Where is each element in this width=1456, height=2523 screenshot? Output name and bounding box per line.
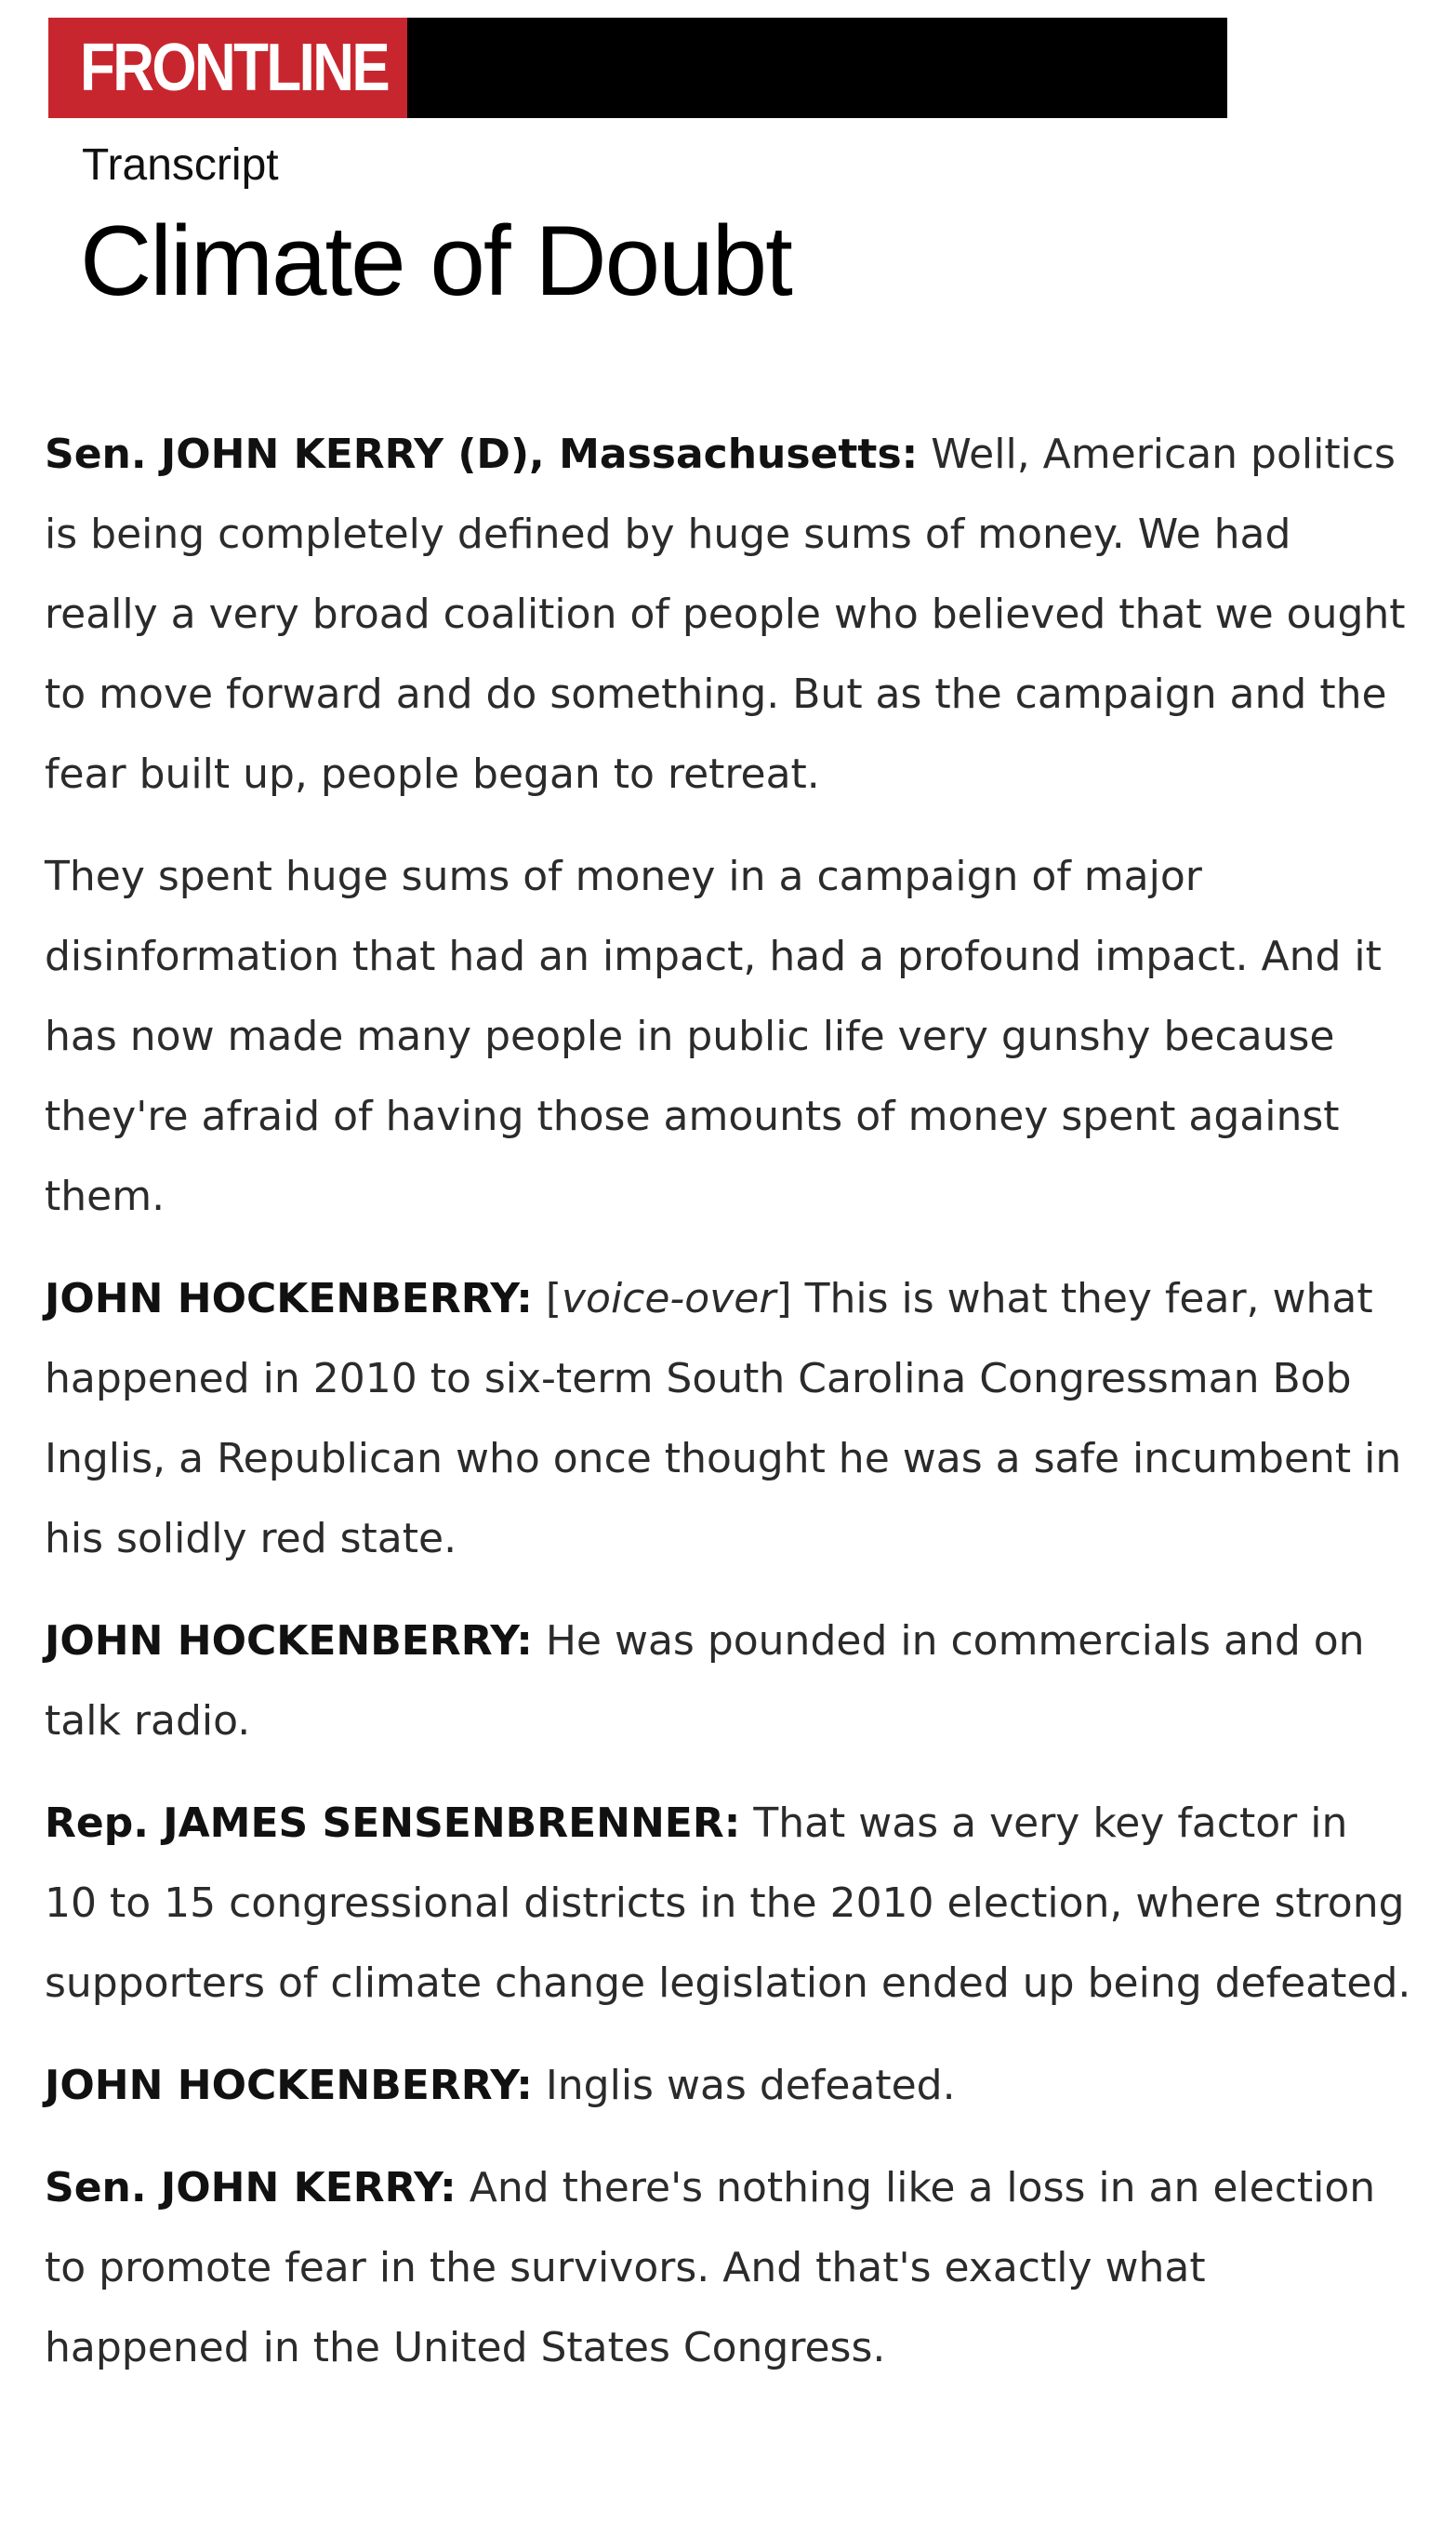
bracket-open: [ [532,1275,562,1322]
page-title: Climate of Doubt [80,205,791,316]
transcript-paragraph [45,2046,1411,2126]
transcript-paragraph [45,837,1411,1237]
section-eyebrow: Transcript [82,140,279,190]
transcript-paragraph [45,1784,1411,2024]
paragraph-text: They spent huge sums of money in a campaign of major disinformation that had an impact, had a profound impact. And it has now made many people in public life very gunshy because they're afraid of having those amounts of money spent against them. [45,853,1382,1220]
transcript-paragraph [45,1601,1411,1761]
paragraph-text: Inglis was defeated. [532,2062,956,2109]
speaker-name: JOHN HOCKENBERRY: [45,1617,533,1665]
frontline-logo[interactable] [48,18,407,118]
paragraph-text: He was pounded in commercials and on talk radio. [45,1617,1365,1745]
transcript-paragraph [45,415,1411,815]
transcript-body [45,415,1411,2410]
brand-text: FRONTLINE [80,31,389,105]
paragraph-text: ] This is what they fear, what happened in 2010 to six-term South Carolina Congressman Bob Inglis, a Republican who once thought he was a safe incumbent in his solidly red state. [45,1275,1402,1562]
speaker-name: JOHN HOCKENBERRY: [45,1275,533,1322]
site-header [48,18,1227,118]
paragraph-text: And there's nothing like a loss in an election to promote fear in the survivors. And that's exactly what happened in the United States Congress. [45,2164,1376,2371]
voice-over-note: voice-over [561,1275,776,1322]
transcript-paragraph [45,1259,1411,1579]
speaker-name: JOHN HOCKENBERRY: [45,2062,533,2109]
speaker-name: Sen. JOHN KERRY (D), Massachusetts: [45,431,919,478]
speaker-name: Sen. JOHN KERRY: [45,2164,457,2211]
transcript-paragraph [45,2148,1411,2388]
speaker-name: Rep. JAMES SENSENBRENNER: [45,1799,741,1847]
paragraph-text: That was a very key factor in 10 to 15 congressional districts in the 2010 election, where strong supporters of climate change legislation ended up being defeated. [45,1799,1411,2007]
paragraph-text: Well, American politics is being completely defined by huge sums of money. We had really a very broad coalition of people who believed that we ought to move forward and do something. But as the campaign and the fear built up, people began to retreat. [45,431,1406,798]
